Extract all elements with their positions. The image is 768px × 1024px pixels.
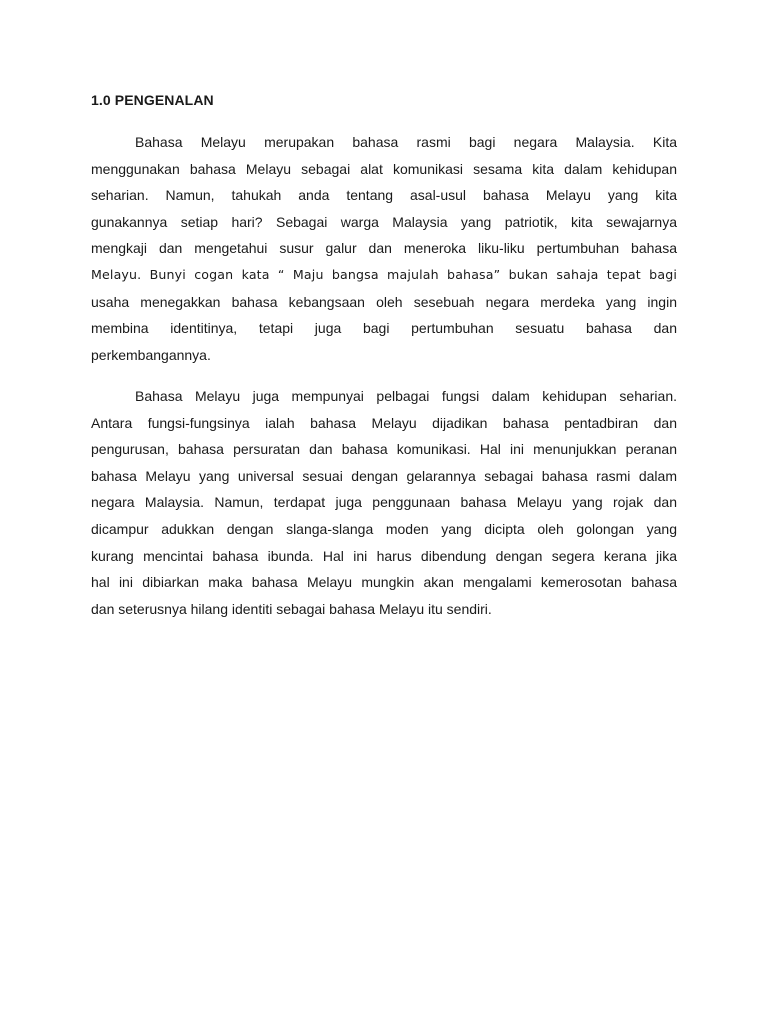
paragraph-line: kurang mencintai bahasa ibunda. Hal ini harus dibendung dengan segera kerana jika [91,547,677,564]
paragraph-line: usaha menegakkan bahasa kebangsaan oleh sesebuah negara merdeka yang ingin [91,293,677,310]
paragraph-line: dicampur adukkan dengan slanga-slanga moden yang dicipta oleh golongan yang [91,520,677,537]
section-heading: 1.0 PENGENALAN [91,92,214,108]
paragraph-introduction [91,129,677,368]
paragraph-line: Bahasa Melayu merupakan bahasa rasmi bagi negara Malaysia. Kita [135,134,677,150]
paragraph-line: Bahasa Melayu juga mempunyai pelbagai fungsi dalam kehidupan seharian. [135,388,677,404]
paragraph-line: pengurusan, bahasa persuratan dan bahasa komunikasi. Hal ini menunjukkan peranan [91,441,677,458]
paragraph-line: gunakannya setiap hari? Sebagai warga Malaysia yang patriotik, kita sewajarnya [91,213,677,230]
paragraph-line: Antara fungsi-fungsinya ialah bahasa Melayu dijadikan bahasa pentadbiran dan [91,414,677,431]
paragraph-line: Melayu. Bunyi cogan kata “ Maju bangsa majulah bahasa” bukan sahaja tepat bagi [91,266,677,282]
paragraph-line: perkembangannya. [91,346,211,363]
paragraph-line: bahasa Melayu yang universal sesuai dengan gelarannya sebagai bahasa rasmi dalam [91,467,677,484]
paragraph-line: seharian. Namun, tahukah anda tentang asal-usul bahasa Melayu yang kita [91,187,677,204]
paragraph-line: membina identitinya, tetapi juga bagi pertumbuhan sesuatu bahasa dan [91,320,677,337]
paragraph-line: dan seterusnya hilang identiti sebagai bahasa Melayu itu sendiri. [91,600,492,617]
paragraph-functions [91,383,677,622]
paragraph-line: negara Malaysia. Namun, terdapat juga penggunaan bahasa Melayu yang rojak dan [91,494,677,511]
paragraph-line: mengkaji dan mengetahui susur galur dan meneroka liku-liku pertumbuhan bahasa [91,240,677,257]
paragraph-line: menggunakan bahasa Melayu sebagai alat komunikasi sesama kita dalam kehidupan [91,160,677,177]
paragraph-line: hal ini dibiarkan maka bahasa Melayu mungkin akan mengalami kemerosotan bahasa [91,574,677,591]
